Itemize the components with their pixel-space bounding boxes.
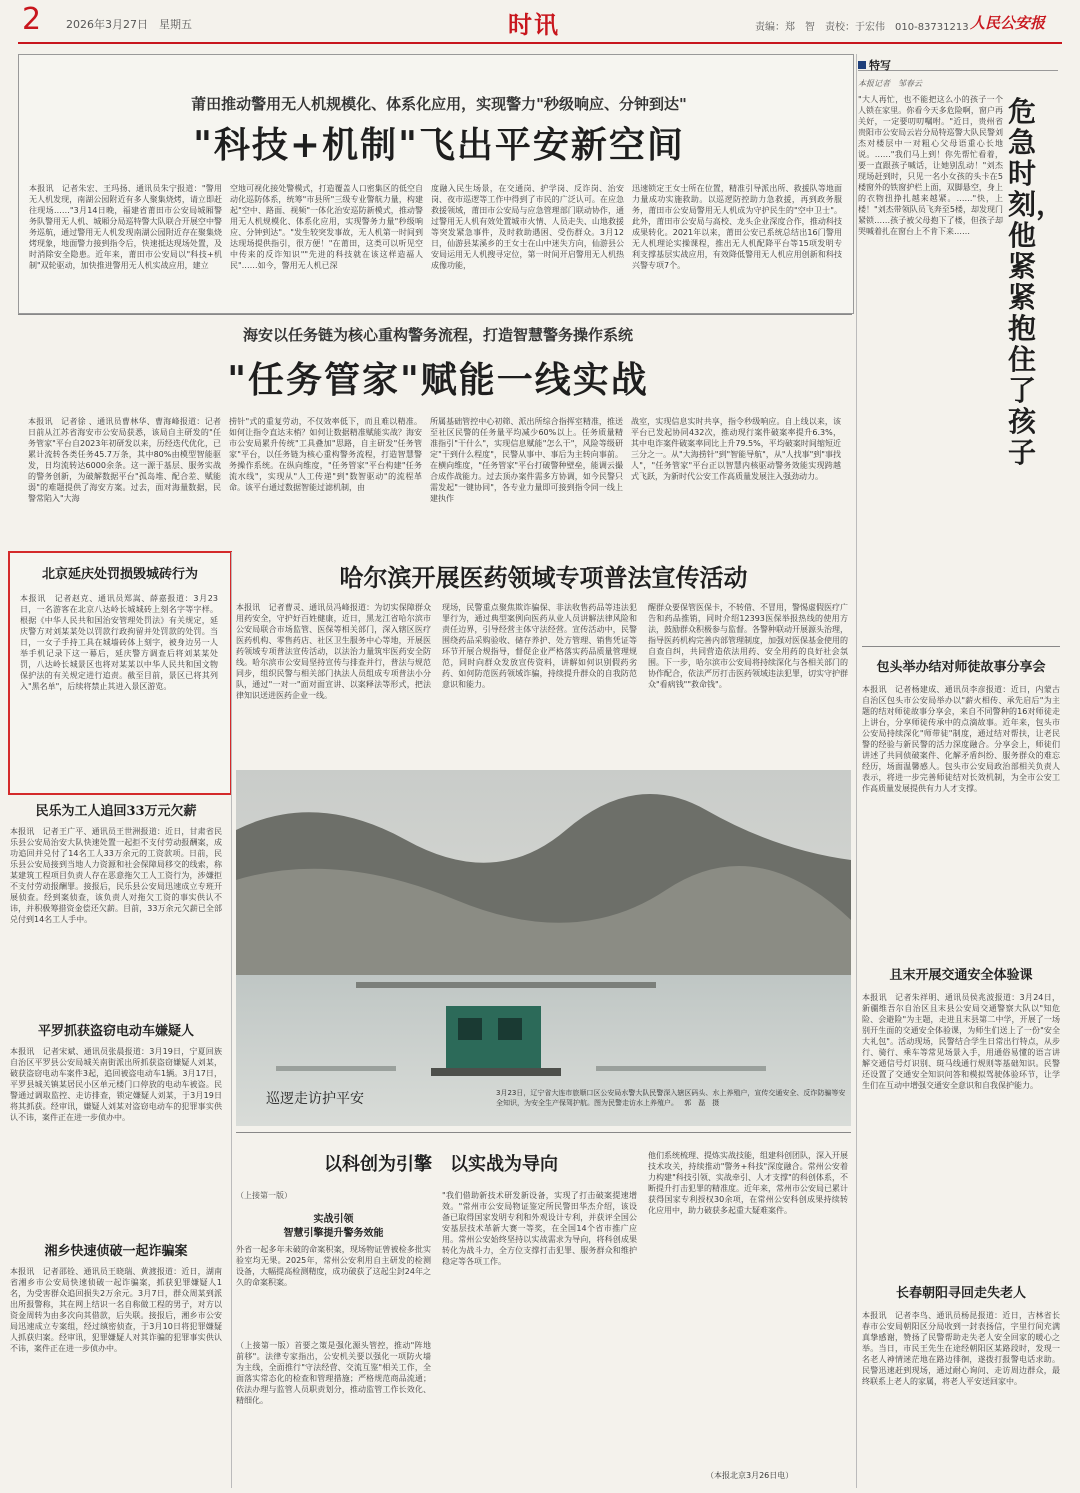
article-body: "我们借助新技术研发新设备，实现了打击破案提速增效。"常州市公安局物证鉴定所民警田华杰介绍，该设备已取得国家发明专利和外观设计专利，并获评全国公安基层技术革新大赛一等奖，在全国14个省市推广应用。常州公安始终坚持以实战需求为导向，将科创成果转化为战斗力，全方位支撑打击犯罪、服务群众和维护稳定等各项工作。 bbox=[442, 1191, 637, 1266]
issue-date: 2026年3月27日 星期五 bbox=[66, 18, 192, 31]
putian-article bbox=[18, 54, 854, 314]
column-divider bbox=[856, 54, 857, 1488]
changzhou-article bbox=[236, 1140, 851, 1488]
feature-article bbox=[858, 54, 1063, 644]
square-icon bbox=[858, 61, 866, 69]
section-divider bbox=[18, 314, 852, 315]
article-body: 他们系统梳理、提炼实战技能，组建科创团队，深入开展技术攻关，持续推动"警务+科技"深度融合。常州公安着力构建"科技引领、实战牵引、人才支撑"的科创体系，不断提升打击犯罪的精准度。近年来，常州市公安局已累计获得国家专利授权30余项，在常州公安科创成果持续转化应用中，助力破获多起重大疑难案件。 bbox=[648, 1151, 848, 1215]
news-photo bbox=[236, 770, 851, 1126]
haian-article bbox=[18, 318, 852, 548]
section-title: 时讯 bbox=[508, 11, 560, 39]
photo-caption-box bbox=[496, 1088, 851, 1128]
article-body: 本报讯 记者邵铨、通讯员王晓瑞、黄渡报道：近日，湖南省湘乡市公安局快速侦破一起诈骗案，抓获犯罪嫌疑人1名，为受害群众追回损失2万余元。3月7日，群众周某到派出所报警称，其在网上结识一名自称做工程的男子，对方以资金周转为由多次向其借款，后失联。接报后，湘乡市公安局迅速成立专案组，经过缜密侦查，于3月10日将犯罪嫌疑人抓获归案。经审讯，犯罪嫌疑人对其诈骗的犯罪事实供认不讳，案件正在进一步侦办中。 bbox=[10, 1267, 222, 1353]
article-body: 本报讯 记者李鸟、通讯员杨昆报道：近日，吉林省长春市公安局朝阳区分局收到一封表扬信，字里行间充满真挚感谢，赞扬了民警帮助走失老人安全回家的暖心之举。当日，市民王先生在途经朝阳区某路段时，发现一名老人神情迷茫地在路边徘徊，遂拨打报警电话求助。民警迅速赶到现场，通过耐心询问、走访周边群众，最终联系上老人的家属，将老人平安送回家中。 bbox=[862, 1311, 1060, 1386]
headline: "科技+机制"飞出平安新空间 bbox=[193, 124, 685, 166]
headline: 平罗抓获盗窃电动车嫌疑人 bbox=[37, 1024, 194, 1039]
wages-article bbox=[10, 800, 222, 1010]
river-patrol-image bbox=[236, 770, 851, 1126]
photo-caption: 3月23日，辽宁省大连市旅顺口区公安局水警大队民警深入辖区码头、水上养殖户，宣传交通安全、反诈防骗等安全知识，为安全生产保驾护航。图为民警走访水上养殖户。 bbox=[496, 1089, 846, 1107]
changchun-article bbox=[862, 1280, 1060, 1488]
headline: 长春朝阳寻回走失老人 bbox=[895, 1286, 1026, 1301]
masthead-rule bbox=[18, 42, 1062, 44]
pingluo-article bbox=[10, 1020, 222, 1230]
article-body: 所属基础管控中心初筛、派出所综合指挥室精准，推送至社区民警的任务量平均减少60%以上。任务质量精准指引"干什么"，实现信息赋能"怎么干"，风险等级研定"干到什么程度"，民警从事中、事后为主转向事前。在横向维度，"任务管家"平台打破警种壁垒，能调云撮合成作战能力。过去顶办案件需多方协调，如今民警只需发起"一键协同"，各专业力量即可接到指令同一线上建执作 bbox=[430, 417, 623, 503]
article-body: 本报讯 记者王广平、通讯员王世洲报道：近日，甘肃省民乐县公安局治安大队快速处置一起拒不支付劳动报酬案，成功追回并兑付了14名工人33万余元的工资款项。日前，民乐县公安局接到当地人力资源和社会保障局移交的线索，称某建筑工程项目负责人存在恶意拖欠工人工资行为，涉嫌拒不支付劳动报酬罪。接报后，民乐县公安局迅速成立专班开展侦查。经到案侦查，该负责人对拖欠工资的事实供认不讳，并积极筹措资金偿还欠薪。目前，33万余元欠薪已全部兑付到14名工人手中。 bbox=[10, 827, 222, 924]
headline: 以科创为引擎 以实战为导向 bbox=[324, 1154, 558, 1175]
newspaper-logo: 人民公安报 bbox=[970, 14, 1046, 32]
feature-byline: 本报记者 邹春云 bbox=[858, 79, 922, 88]
headline: 哈尔滨开展医药领域专项普法宣传活动 bbox=[339, 563, 748, 592]
headline: 且末开展交通安全体验课 bbox=[889, 968, 1033, 983]
article-body: 外省一起多年未破的命案积案，现场物证曾被检多批实验室均无果。2025年，常州公安利用自主研发的检测设备，大幅提高检测精度，成功破获了这起尘封24年之久的命案积案。 bbox=[236, 1245, 431, 1287]
article-body: 本报讯 记者曹灵、通讯员冯峰报道：为切实保障群众用药安全，守护好百姓健康，近日，黑龙江省哈尔滨市公安局联合市场监管、医保等相关部门，深入辖区医疗医药机构、零售药店、社区卫生服务中心等地，开展医药领域专项普法宣传活动，以法治力量筑牢医药安全防线。哈尔滨市公安局坚持宣传与排查并行，普法与规范同步，组织民警与相关部门执法人员组成专项普法小分队，通过"一对一"面对面宣讲、以案释法等形式，把法律知识送进医药企业一线。 bbox=[236, 603, 431, 700]
feature-headline: 危急时刻，他紧紧抱住了孩子 bbox=[1008, 95, 1065, 469]
section-divider bbox=[236, 1132, 851, 1133]
headline: 湘乡快速侦破一起诈骗案 bbox=[44, 1244, 188, 1259]
dateline: （本报北京3月26日电） bbox=[706, 1471, 794, 1480]
article-body: 本报讯 记者杨建成、通讯员李彦报道：近日，内蒙古自治区包头市公安局举办以"薪火相传、承先启后"为主题的结对师徒故事分享会，来自不同警种的16对师徒走上讲台，分享师徒传承中的点滴故事。近年来，包头市公安局持续深化"师带徒"制度，通过结对帮扶，让老民警的经验与新民警的活力深度融合。分享会上，师徒们讲述了共同侦破案件、化解矛盾纠纷、服务群众的难忘经历，场面温馨感人。包头市公安局政治部相关负责人表示，将进一步完善师徒结对长效机制，为全市公安工作高质量发展提供有力人才支撑。 bbox=[862, 685, 1060, 793]
article-body: 本报讯 记者宋斌、通讯员张晨报道：3月19日，宁夏回族自治区平罗县公安局城关南街派出所抓获盗窃嫌疑人刘某，破获盗窃电动车案件3起，追回被盗电动车1辆。3月17日，平罗县城关镇某居民小区单元楼门口停放的电动车被盗。民警通过调取监控、走访排查，锁定嫌疑人刘某，于3月19日将其抓获。经审讯，嫌疑人刘某对盗窃电动车的犯罪事实供认不讳，案件正在进一步侦办中。 bbox=[10, 1047, 222, 1122]
article-body: （上接第一版）首要之策是强化源头管控，推动"阵地前移"。法律专家指出，公安机关要以强化一项防火墙为主线，全面推行"守法经营、交流互鉴"相关工作，全面落实常态化的检查和管理措施；严格规范商品流通；依法办理与监管人员职责划分，推动监管工作长效化、精细化。 bbox=[236, 1341, 431, 1405]
traffic-article bbox=[862, 962, 1060, 1272]
article-body: 捞针"式的重复劳动，不仅效率低下，而且难以精准。如何让指令直达末梢？如何让数据精准赋能实战？海安市公安局累升传统"工具叠加"思路，自主研发"任务管家"平台，以任务链为核心重构警务流程，打造智慧警务操作系统。在纵向维度，"任务管家"平台构建"任务流水线"，实现从"人工传递"到"数智驱动"的流程革命。该平台通过数据智能过滤机制，由 bbox=[229, 417, 422, 492]
article-body: 战室，实现信息实时共享，指令秒级响应。自上线以来，该平台已发起协同432次，推动现行案件破案率提升6.3%，其中电诈案件破案率同比上升79.5%，平均破案时间缩短近三分之一。从"大海捞针"到"智能导航"，从"人找事"到"事找人"，"任务管家"平台正以智慧内核驱动警务效能实现跨越式飞跃，为新时代公安工作高质量发展注入强劲动力。 bbox=[631, 417, 841, 481]
article-body: 迅速锁定王女士所在位置，精准引导派出所、救援队等地面力量成功实施救助。以巡逻防控助力急救援，再到政务服务，莆田市公安局警用无人机成为守护民生的"空中卫士"。此外，莆田市公安局与高校、龙头企业深度合作，推动科技成果转化。2021年以来，莆田公安已系统总结出16门警用无人机理论实操课程，推出无人机配降平台等15项发明专利支撑基层实战应用，有效降低警用无人机应用创新和科技兴警专项7个。 bbox=[632, 184, 842, 270]
article-body: 本报讯 记者赵克、通讯员郑嵩、薛嘉报道：3月23日，一名游客在北京八达岭长城城砖上刻名字等字样。根据《中华人民共和国治安管理处罚法》有关规定，延庆警方对刘某某处以罚款行政拘留并处罚款的处罚。当日，一女子手持工具在城墙砖体上刻字，被身边另一人举手机记录下这一幕后，延庆警方调查后将刘某某处罚，八达岭长城景区也将对某某以中华人民共和国文物保护法的有关规定进行追责。截至目前，景区已将其列入"黑名单"，后续将禁止其进入景区游览。 bbox=[20, 594, 218, 691]
baotou-article bbox=[862, 652, 1060, 952]
section-divider bbox=[862, 646, 1060, 647]
editor-credits: 责编：郑 智 责校：于宏伟 010-83731213 bbox=[755, 22, 969, 33]
article-body: 空地可视化接处警模式，打造覆盖人口密集区的低空自动化巡防体系，统筹"市县所"三级专业警航力量，构建起"空中、路面、视频"一体化治安巡防新模式，推动警用无人机规模化、体系化应用，实现警务力量"秒级响应、分钟到达"。"发生较突发事故，无人机第一时间到达现场提供指引，很方便！"在莆田，这类可以听见空中传来的反诈知识""先进的科技就在该这样造福人民"……如今，警用无人机已深 bbox=[230, 184, 423, 270]
article-body: 本报讯 记者朱宏、王玛扬、通讯员朱宁报道："警用无人机发现，南湖公园附近有多人聚集烧烤，请立即赶往现场……"3月14日晚，福建省莆田市公安局城厢警务队警用无人机、城厢分局巡特警大队联合开展空中警务巡航，通过警用无人机发现南湖公园附近存在聚集烧烤现象，地面警力接到指令后，快速抵达现场处置，及时消除安全隐患。近年来，莆田市公安局以"科技+机制"双轮驱动，加快推进警用无人机实战应用，建立 bbox=[29, 184, 222, 270]
headline: "任务管家"赋能一线实战 bbox=[227, 359, 649, 401]
continued-note: （上接第一版） bbox=[236, 1191, 292, 1200]
masthead bbox=[0, 0, 1080, 46]
page-number: 2 bbox=[22, 2, 42, 37]
photo-label: 巡逻走访护平安 bbox=[266, 1091, 364, 1107]
kicker: 海安以任务链为核心重构警务流程，打造智慧警务操作系统 bbox=[242, 326, 633, 344]
article-body: 醒群众要保管医保卡，不转借、不冒用，警惕虚假医疗广告和药品推销，同时介绍12393医保举报热线的使用方法，鼓励群众积极参与监督。各警种联动开展源头治理，指导医药机构完善内部管理制度，加强对医保基金使用的自查自纠，共同营造依法用药、安全用药的良好社会氛围。下一步，哈尔滨市公安局将持续深化与各相关部门的协作配合，依法严厉打击医药领域违法犯罪，切实守护群众"看病钱""救命钱"。 bbox=[648, 603, 848, 689]
kicker: 莆田推动警用无人机规模化、体系化应用，实现警力"秒级响应、分钟到达" bbox=[191, 95, 687, 113]
article-body: 本报讯 记者朱祥明、通讯员侯兆波报道：3月24日，新疆维吾尔自治区且末县公安局交通警察大队以"知危险、会避险"为主题，走进且末县第二中学，开展了一场别开生面的交通安全体验课，为师生们送上了一份"安全大礼包"。活动现场，民警结合学生日常出行特点，从步行、骑行、乘车等常见场景入手，用通俗易懂的语言讲解交通信号灯识别、斑马线通行规则等基础知识。民警还设置了交通安全知识问答和模拟驾驶体验环节，让学生们在互动中增强交通安全意识和自我保护能力。 bbox=[862, 993, 1060, 1090]
subhead: 智慧引擎提升警务效能 bbox=[283, 1228, 384, 1239]
xiangxiang-article bbox=[10, 1240, 222, 1488]
feature-tag bbox=[858, 54, 1058, 71]
beijing-article bbox=[8, 551, 232, 795]
article-body: 现场，民警重点聚焦欺诈骗保、非法收售药品等违法犯罪行为，通过典型案例向医药从业人员讲解法律风险和责任边界，引导经营主体守法经营。宣传活动中，民警围绕药品采购验收、储存养护、处方管理、销售凭证等环节开展合规指导，督促企业严格落实药品质量管理规范，同时向群众发放宣传资料，讲解如何识别假药劣药、如何防范医药领域诈骗，持续提升群众的自我防范意识和能力。 bbox=[442, 603, 637, 689]
harbin-article bbox=[236, 552, 851, 762]
headline: 北京延庆处罚损毁城砖行为 bbox=[41, 567, 198, 582]
headline: 包头举办结对师徒故事分享会 bbox=[876, 660, 1046, 675]
headline: 民乐为工人追回33万元欠薪 bbox=[35, 804, 197, 819]
subhead: 实战引领 bbox=[313, 1214, 354, 1225]
article-body: 本报讯 记者徐 、通讯员曹林华、曹海峰报道：记者日前从江苏省海安市公安局获悉，该局自主研发的"任务管家"平台自2023年初研发以来，历经迭代优化，已累计流转各类任务45.7万条，其中80%由模型智能驱发，日均流转达6000余条。这一源于基层、服务实战的警务创新，为破解数据平台"孤岛堆、配合差、赋能弱"的难题提供了海安方案。过去，面对海量数据，民警常陷入"大海 bbox=[28, 417, 221, 503]
feature-body: "大人再忙，也不能把这么小的孩子一个人锁在家里。你看今天多危险啊，窗户再关好，一定要叨叨嘱咐。"近日，贵州省贵阳市公安局云岩分局特巡警大队民警刘杰对楼层中一对粗心父母语重心长地说。……"我们马上到！你先帮忙看着，要一直跟孩子喊话，让她别乱动！"刘杰现场赶到时，只见一名小女孩的头卡在5楼窗外的铁窗护栏上面，双脚悬空，身上的衣物扭挣扎越来越紧。……"快，上楼！"刘杰带领队员飞奔至5楼，却发现门紧锁……孩子被父母抱下了楼，但孩子却哭喊着扎在窗台上不肯下来…… bbox=[858, 95, 1003, 236]
photo-credit: 郭 磊 摄 bbox=[684, 1099, 720, 1107]
article-body: 度融入民生场景，在交通岗、护学岗、反诈岗、治安岗、夜市巡逻等工作中得到了市民的广泛认可。在应急救援领域，莆田市公安局与应急管理部门联动协作，通过警用无人机有效处置城市火情、人员走失、山地救援等突发紧急事件，及时救助遇困、受伤群众。3月12日，仙游县某溪乡的王女士在山中迷失方向，仙游县公安局运用无人机搜寻定位，第一时间开启警用无人机热成像功能， bbox=[431, 184, 624, 270]
column-divider bbox=[231, 552, 232, 1488]
feature-tag-label: 特写 bbox=[869, 59, 891, 72]
